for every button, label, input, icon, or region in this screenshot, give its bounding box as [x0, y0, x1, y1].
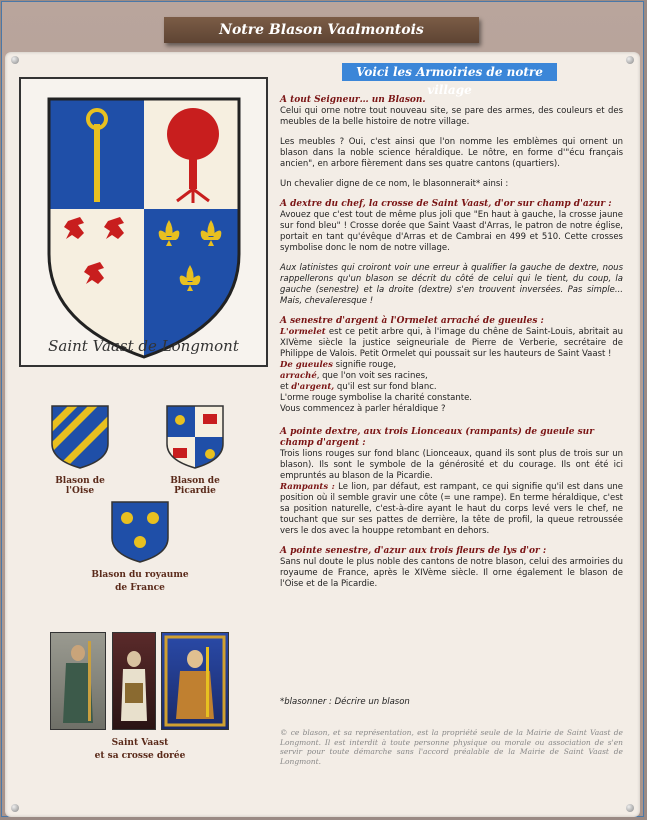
gueules-term: De gueules	[280, 360, 333, 370]
saint-vaast-stained-glass-image	[161, 632, 229, 730]
rivet-icon	[11, 804, 19, 812]
rivet-icon	[11, 56, 19, 64]
saint-vaast-caption-line-1: Saint Vaast	[111, 738, 169, 748]
ormelet-term: L'ormelet	[280, 327, 326, 337]
france-caption-line-1: Blason du royaume	[91, 570, 189, 580]
intro-heading: A tout Seigneur… un Blason.	[280, 95, 426, 105]
meubles-text: Les meubles ? Oui, c'est ainsi que l'on nomme les emblèmes qui ornent un blason dans la noble science héraldique. Le nôtre, en forme d'"écu français ancien", en arbore fièrement dans ses quatre cantons (quartiers).	[280, 137, 623, 169]
picardie-caption: Blason de Picardie	[170, 476, 220, 496]
ormelet-text: est ce petit arbre qui, à l'image du chêne de Saint-Louis, abritait au XIVème siècle la justice seigneuriale de Pierre de Verberie, secrétaire de Philippe de Valois. Petit Ormelet qui poussait sur les hauteurs de Saint Vaast !	[280, 327, 623, 359]
dextre-heading: A dextre du chef, la crosse de Saint Vaast, d'or sur champ d'azur :	[280, 199, 612, 209]
lys-heading: A pointe senestre, d'azur aux trois fleurs de lys d'or :	[280, 546, 547, 556]
page-title: Notre Blason Vaalmontois	[164, 17, 479, 43]
lions-heading: A pointe dextre, aux trois Lionceaux (rampants) de gueule sur champ d'argent :	[280, 427, 594, 448]
oise-caption: Blason de l'Oise	[55, 476, 105, 496]
rampants-term: Rampants :	[280, 482, 335, 492]
senestre-heading: A senestre d'argent à l'Ormelet arraché de gueules :	[280, 316, 544, 326]
france-caption-line-2: de France	[115, 583, 165, 593]
coat-of-arms-icon	[21, 79, 266, 365]
main-coat-of-arms	[19, 77, 268, 367]
statue-icon	[51, 633, 105, 729]
dextre-text: Avouez que c'est tout de même plus joli que "En haut à gauche, la crosse jaune sur fond bleu" ! Crosse dorée que Saint Vaast d'Arras, le patron de notre église, portait en tant qu'évêque d'Arras et de Cambrai en 499 et 510. Cette crosses symbolise donc le nom de notre village.	[280, 210, 623, 253]
arrache-term: arraché	[280, 371, 317, 381]
copyright-notice: © ce blason, et sa représentation, est la propriété seule de la Mairie de Saint Vaast de Longmont. Il est interdit à toute personne physique ou morale ou association de s'en servir pour toute démarche sans l'accord préalable de la Mairie de Saint Vaast de Longmont.	[280, 728, 623, 766]
latinistes-text: Aux latinistes qui croiront voir une erreur à qualifier la gauche de dextre, nous rappellerons qu'un blason se décrit du côté de celui qui le tient, du coup, la gauche (senestre) et la droite (dextre) s'en trouvent inversées. Pas simple... Mais, chevaleresque !	[280, 263, 623, 306]
shield-signature: Saint Vaast de Longmont	[48, 337, 239, 355]
argent-text: qu'il est sur fond blanc.	[334, 382, 437, 392]
parler-text: Vous commencez à parler héraldique ?	[280, 404, 446, 414]
section-title: Voici les Armoiries de notre village	[342, 63, 557, 81]
arrache-text: , que l'on voit ses racines,	[316, 371, 428, 381]
gueules-text: signifie rouge,	[332, 360, 397, 370]
figurine-icon	[113, 633, 155, 729]
rivet-icon	[626, 804, 634, 812]
rampants-text: Le lion, par défaut, est rampant, ce qui signifie qu'il est dans une position où il semble gravir une côte (= une rampe). En terme héraldique, c'est sa position naturelle, c'est-à-dire ayant le haut du corps levé vers le chef, ne touchant que sur ses pattes de derrière, la tête de profil, la queue retroussée vers le dos avec la houppe retombant en dehors.	[280, 482, 624, 536]
blason-description	[280, 95, 623, 599]
rivet-icon	[626, 56, 634, 64]
argent-prefix: et	[280, 382, 292, 392]
saint-vaast-figurine-image	[112, 632, 156, 730]
chevalier-text: Un chevalier digne de ce nom, le blasonnerait* ainsi :	[280, 179, 509, 189]
lions-text: Trois lions rouges sur fond blanc (Lionceaux, quand ils sont plus de trois sur un blason). Ils sont le symbole de la générosité et du courage. Ils ont été ici empruntés au blason de la Picardie.	[280, 449, 623, 481]
saint-vaast-caption-line-2: et sa crosse dorée	[94, 751, 186, 761]
argent-term: d'argent,	[291, 382, 335, 392]
stained-glass-icon	[162, 633, 228, 729]
france-shield-icon	[110, 500, 170, 564]
footnote: *blasonner : Décrire un blason	[280, 697, 410, 707]
picardie-shield-icon	[165, 404, 225, 470]
saint-vaast-statue-image	[50, 632, 106, 730]
intro-text: Celui qui orne notre tout nouveau site, se pare des armes, des couleurs et des meubles de la belle histoire de notre village.	[280, 106, 623, 127]
lys-text: Sans nul doute le plus noble des cantons de notre blason, celui des armoiries du royaume de France, après le XIVème siècle. Il orne également le blason de l'Oise et de la Picardie.	[280, 557, 623, 589]
orme-text: L'orme rouge symbolise la charité constante.	[280, 393, 473, 403]
oise-shield-icon	[50, 404, 110, 470]
